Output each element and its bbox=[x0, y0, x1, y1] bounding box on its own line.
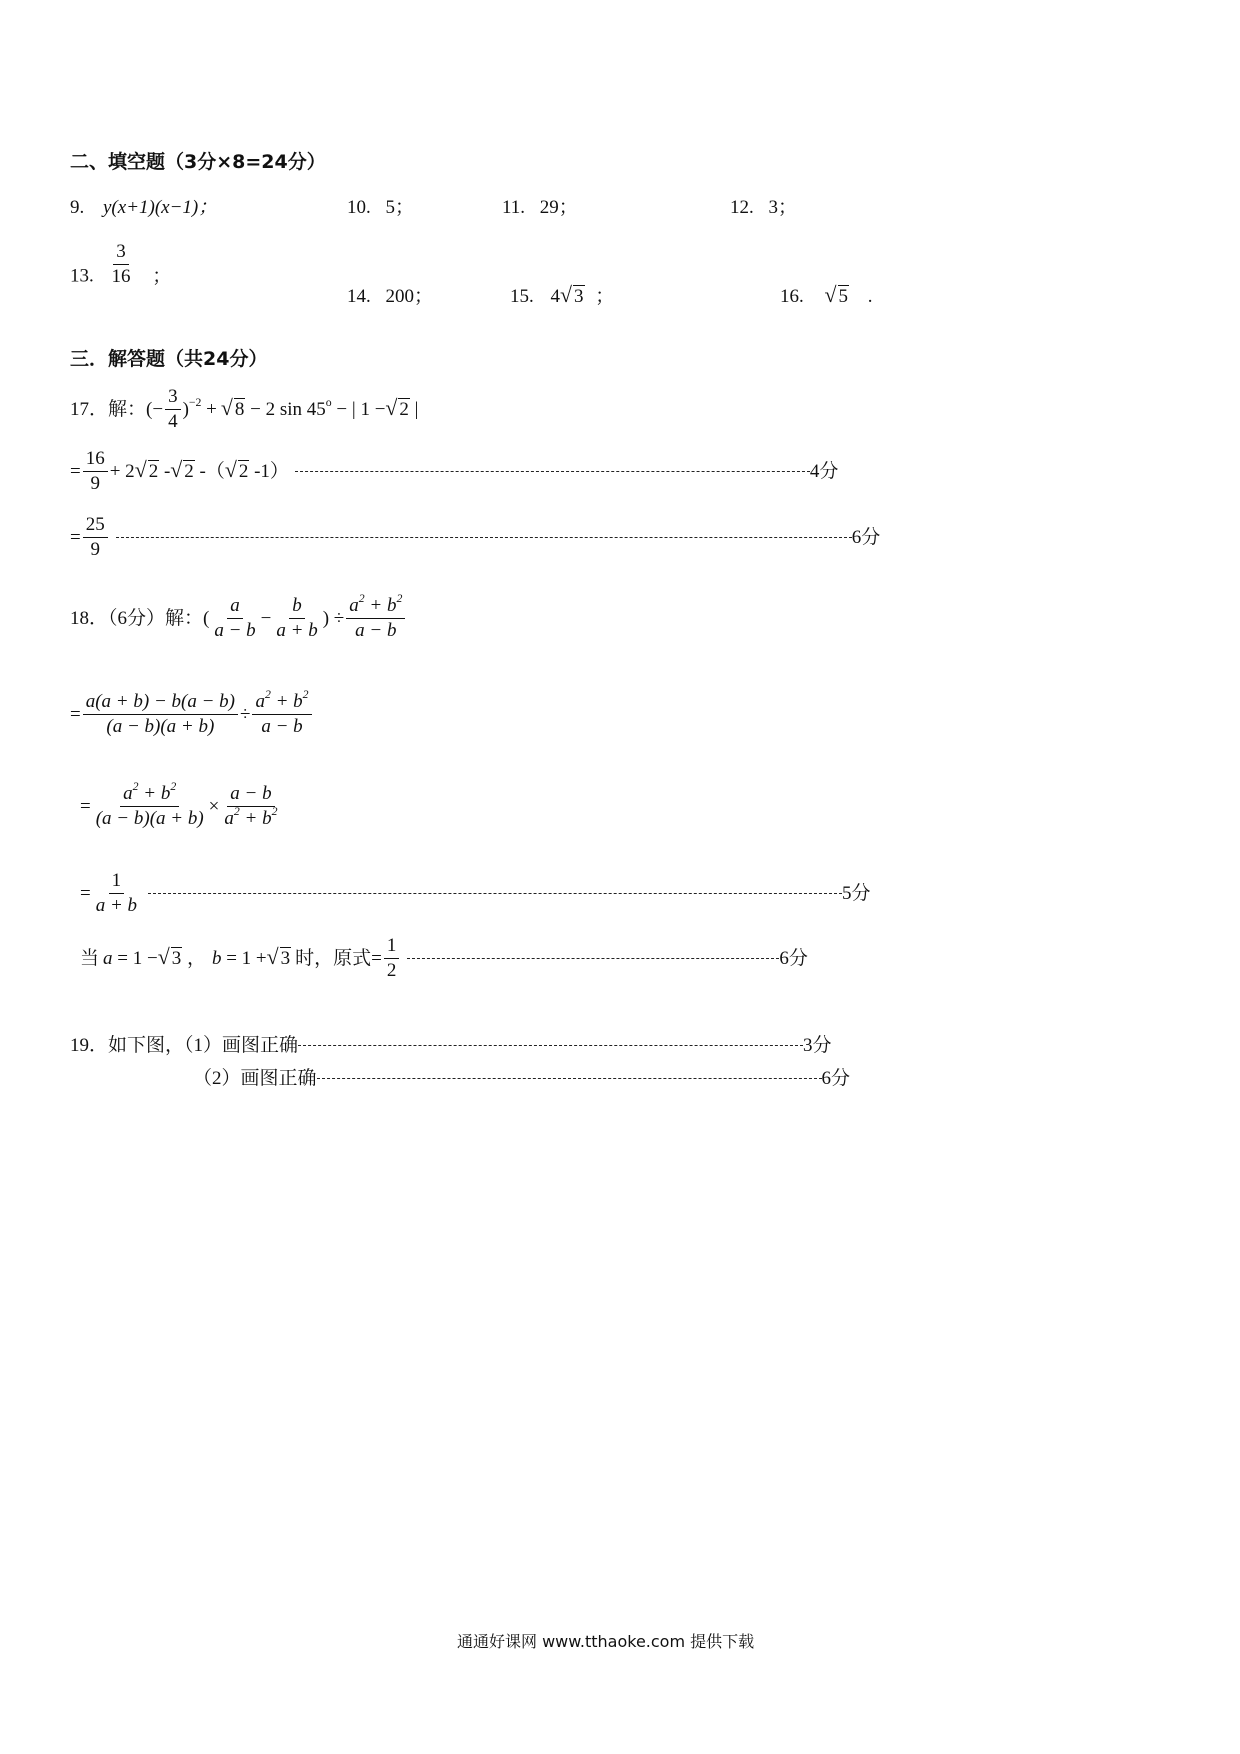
q9-answer: y(x+1)(x−1)； bbox=[103, 197, 218, 218]
q14 bbox=[347, 287, 433, 306]
q18-dash-line-1 bbox=[148, 893, 842, 894]
q19-score-2: 6分 bbox=[821, 1068, 851, 1089]
q19-line-1 bbox=[70, 1036, 832, 1055]
q17-label: 17．解： bbox=[70, 398, 147, 420]
q16-sqrt: √ 5 bbox=[825, 287, 850, 306]
q18-score-6: 6分 bbox=[779, 947, 808, 969]
q17-dash-line-1 bbox=[295, 471, 810, 472]
q11-answer: 29； bbox=[539, 197, 578, 218]
q19-dash-line-1 bbox=[298, 1045, 803, 1046]
q17-step1: = $\frac{16}{9}$ + 2 √ 2 - √ 2 -（ √ 2 -1） 4分 bbox=[70, 447, 838, 496]
q18-step1: = $\frac{a(a + b) - b(a - b)}{(a - b)(a + b)}$ ÷ $\frac{a^2 + b^2}{a - b}$ bbox=[70, 690, 314, 739]
q17-score-2: 6分 bbox=[851, 526, 881, 548]
q18-dash-line-2 bbox=[407, 958, 779, 959]
q12-number: 12. bbox=[730, 197, 754, 218]
q16-number: 16. bbox=[780, 286, 804, 307]
q10-answer: 5； bbox=[385, 197, 415, 218]
footer-text: 通通好课网 www.tthaoke.com 提供下载 bbox=[457, 1632, 755, 1651]
q17-dash-line-2 bbox=[116, 537, 852, 538]
q9 bbox=[70, 198, 217, 217]
q18-expression: 18．（6分）解： ( $\frac{a}{a - b}$ − $\frac{b}{a + b}$ ) ÷ $\frac{a^2 + b^2}{a - b}$ bbox=[70, 594, 407, 643]
q17-step2: = $\frac{25}{9}$ 6分 bbox=[70, 514, 881, 560]
q19-score-1: 3分 bbox=[803, 1035, 832, 1056]
q13: 13. $\frac{3}{16}$ ； bbox=[70, 241, 172, 287]
q15-sqrt: √ 3 bbox=[560, 287, 585, 306]
q13-number: 13. bbox=[70, 265, 94, 287]
q17-score-1: 4分 bbox=[809, 460, 839, 482]
q18-label: 18．（6分）解： bbox=[70, 607, 204, 629]
q19-dash-line-2 bbox=[317, 1078, 822, 1079]
q15-number: 15. bbox=[510, 286, 534, 307]
section-2-heading: 二、填空题（3分×8=24分） bbox=[70, 151, 326, 173]
q10 bbox=[347, 198, 414, 217]
q11-number: 11. bbox=[502, 197, 526, 218]
q12-answer: 3； bbox=[768, 197, 798, 218]
q11 bbox=[502, 198, 578, 217]
q17-expression: 17．解： (− $\frac{3}{4}$ )$^{-2}$ + √ 8 − 2 $\sin 45^o$ − | 1 − √ 2 | bbox=[70, 385, 418, 434]
q18-condition: 当 a = 1 − √ 3 ， b = 1 + √ 3 时，原式= $\frac{1}{2}$ 6分 bbox=[80, 934, 808, 983]
q14-number: 14. bbox=[347, 286, 371, 307]
q18-score-5: 5分 bbox=[842, 882, 871, 904]
q19-line-2 bbox=[193, 1069, 850, 1088]
q16: 16. √ 5 . bbox=[780, 287, 873, 306]
q9-number: 9. bbox=[70, 197, 85, 218]
q10-number: 10. bbox=[347, 197, 371, 218]
q19-label: 19．如下图，（1）画图正确 bbox=[70, 1035, 299, 1056]
q15: 15. 4√ 3 ； bbox=[510, 287, 614, 306]
q12 bbox=[730, 198, 797, 217]
q18-step2: = $\frac{a^2 + b^2}{(a - b)(a + b)}$ × $\frac{a - b}{a^2 + b^2}$ bbox=[80, 780, 278, 829]
q19-step-2: （2）画图正确 bbox=[193, 1068, 317, 1089]
q14-answer: 200； bbox=[385, 286, 434, 307]
q18-step3: = $\frac{1}{a + b}$ 5分 bbox=[80, 870, 871, 916]
q13-fraction: $\frac{3}{16}$ bbox=[111, 241, 131, 287]
section-3-heading: 三．解答题（共24分） bbox=[70, 348, 268, 370]
